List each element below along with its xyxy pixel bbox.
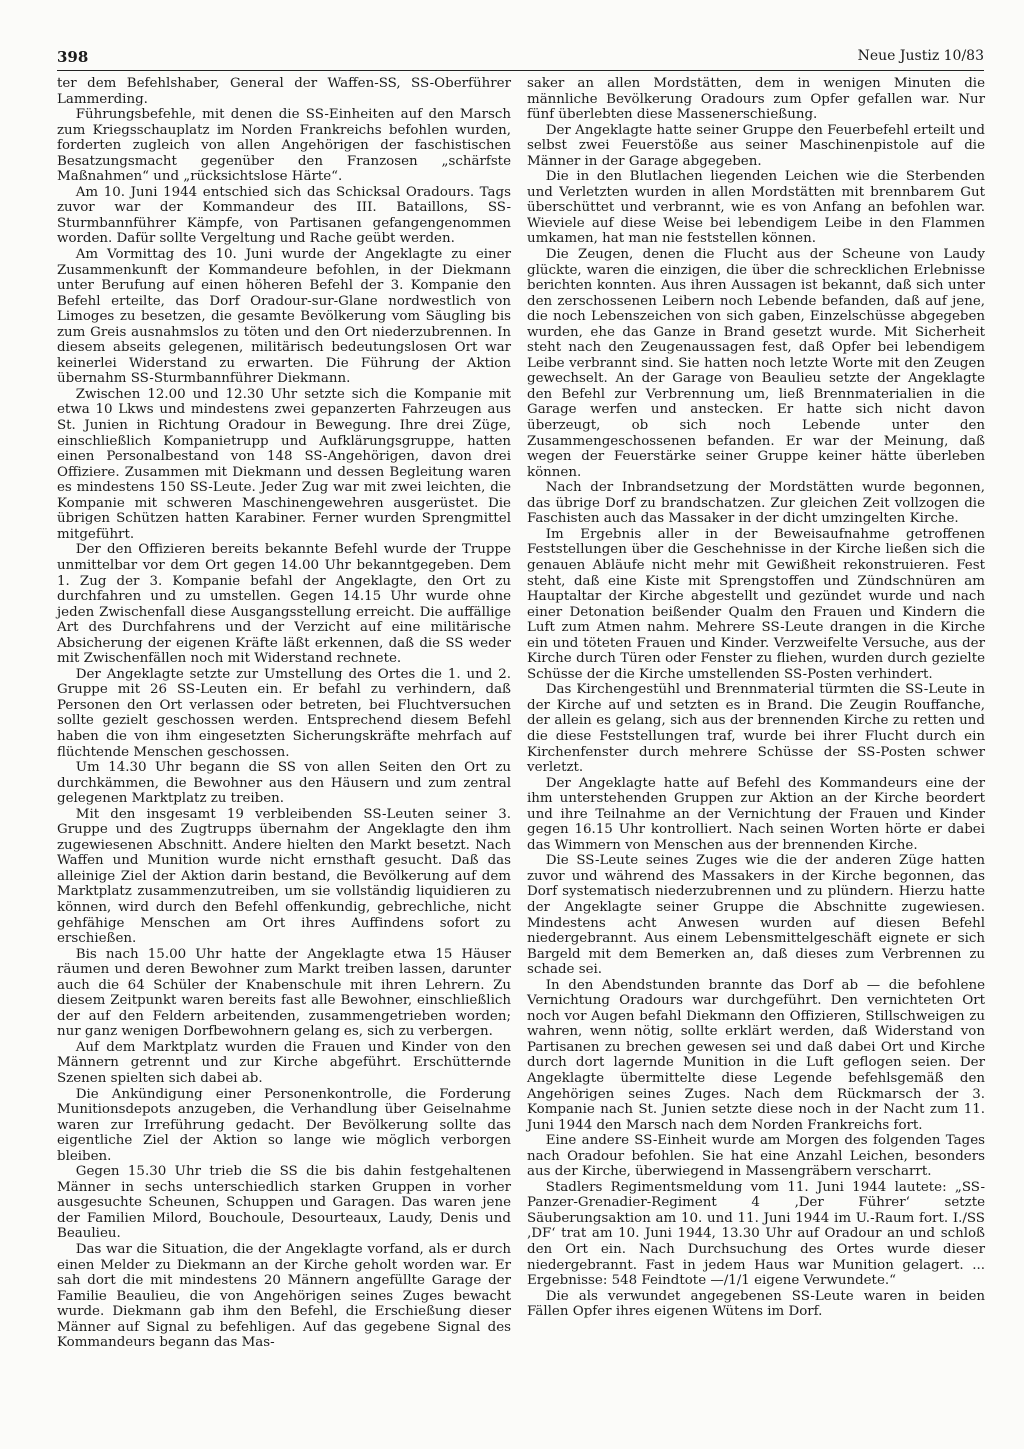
paragraph: Auf dem Marktplatz wurden die Frauen und Kinder von den Männern getrennt und zur Kirche abgeführt. Erschütternde Szenen spielten sich dabei ab. bbox=[57, 1039, 511, 1086]
paragraph: Um 14.30 Uhr begann die SS von allen Seiten den Ort zu durchkämmen, die Bewohner aus den Häusern und zum zentral gelegenen Marktplatz zu treiben. bbox=[57, 760, 511, 807]
paragraph: Die SS-Leute seines Zuges wie die der anderen Züge hatten zuvor und während des Massakers in der Kirche begonnen, das Dorf systematisch niederzubrennen und zu plündern. Hierzu hatte der Angeklagte seiner Gruppe die Abschnitte zugewiesen. Mindestens acht Anwesen wurden auf diesen Befehl niedergebrannt. Aus einem Lebensmittelgeschäft eignete er sich Bargeld mit dem Bemerken an, daß dieses zum Verbrennen zu schade sei. bbox=[527, 853, 985, 978]
paragraph: In den Abendstunden brannte das Dorf ab — die befohlene Vernichtung Oradours war durchgeführt. Den vernichteten Ort noch vor Augen befahl Diekmann den Offizieren, Stillschweigen zu wahren, wenn nötig, sollte erklärt werden, daß Widerstand von Partisanen zu brechen gewesen sei und daß dabei Ort und Kirche durch dort lagernde Munition in die Luft geflogen seien. Der Angeklagte übermittelte diese Legende befehlsgemäß den Angehörigen seines Zuges. Nach dem Rückmarsch der 3. Kompanie nach St. Junien setzte diese noch in der Nacht zum 11. Juni 1944 den Marsch nach dem Norden Frankreichs fort. bbox=[527, 977, 985, 1133]
paragraph: Nach der Inbrandsetzung der Mordstätten wurde begonnen, das übrige Dorf zu brandschatzen. Zur gleichen Zeit vollzogen die Faschisten auch das Massaker in der dicht umzingelten Kirche. bbox=[527, 480, 985, 527]
journal-reference: Neue Justiz 10/83 bbox=[857, 48, 984, 64]
paragraph: Die als verwundet angegebenen SS-Leute waren in beiden Fällen Opfer ihres eigenen Wütens im Dorf. bbox=[527, 1288, 985, 1320]
paragraph: Am 10. Juni 1944 entschied sich das Schicksal Oradours. Tags zuvor war der Kommandeur des III. Bataillons, SS-Sturmbannführer Kämpfe, von Partisanen gefangengenommen worden. Dafür sollte Vergeltung und Rache geübt werden. bbox=[57, 184, 511, 247]
paragraph: Zwischen 12.00 und 12.30 Uhr setzte sich die Kompanie mit etwa 10 Lkws und mindestens zwei gepanzerten Fahrzeugen aus St. Junien in Richtung Oradour in Bewegung. Ihre drei Züge, einschließlich Kompanietrupp und Aufklärungsgruppe, hatten einen Personalbestand von 148 SS-Angehörigen, davon drei Offiziere. Zusammen mit Diekmann und dessen Begleitung waren es mindestens 150 SS-Leute. Jeder Zug war mit zwei leichten, die Kompanie mit schweren Maschinengewehren ausgerüstet. Die übrigen Schützen hatten Karabiner. Ferner wurden Sprengmittel mitgeführt. bbox=[57, 386, 511, 542]
paragraph: Im Ergebnis aller in der Beweisaufnahme getroffenen Feststellungen über die Geschehnisse in der Kirche ließen sich die genauen Abläufe nicht mehr mit Gewißheit rekonstruieren. Fest steht, daß eine Kiste mit Sprengstoffen und Zündschnüren am Hauptaltar der Kirche abgestellt und gezündet wurde und nach einer Detonation beißender Qualm den Frauen und Kindern die Luft zum Atmen nahm. Mehrere SS-Leute drangen in die Kirche ein und töteten Frauen und Kinder. Verzweifelte Versuche, aus der Kirche durch Türen oder Fenster zu fliehen, wurden durch gezielte Schüsse der die Kirche umstellenden SS-Posten verhindert. bbox=[527, 526, 985, 682]
paragraph: Der Angeklagte setzte zur Umstellung des Ortes die 1. und 2. Gruppe mit 26 SS-Leuten ein. Er befahl zu verhindern, daß Personen den Ort verlassen oder betreten, bei Fluchtversuchen sollte gezielt geschossen werden. Entsprechend diesem Befehl haben die von ihm eingesetzten Sicherungskräfte mehrfach auf flüchtende Menschen geschossen. bbox=[57, 666, 511, 760]
paragraph: Eine andere SS-Einheit wurde am Morgen des folgenden Tages nach Oradour befohlen. Sie hat eine Anzahl Leichen, besonders aus der Kirche, überwiegend in Massengräbern verscharrt. bbox=[527, 1133, 985, 1180]
right-column bbox=[527, 76, 985, 1320]
paragraph: Der den Offizieren bereits bekannte Befehl wurde der Truppe unmittelbar vor dem Ort gegen 14.00 Uhr bekanntgegeben. Dem 1. Zug der 3. Kompanie befahl der Angeklagte, den Ort zu durchfahren und zu umstellen. Gegen 14.15 Uhr wurde ohne jeden Zwischenfall diese Ausgangsstellung erreicht. Die auffällige Art des Durchfahrens und der Verzicht auf eine militärische Absicherung der eigenen Kräfte läßt erkennen, daß die SS weder mit Zwischenfällen noch mit Widerstand rechnete. bbox=[57, 542, 511, 667]
paragraph: Die in den Blutlachen liegenden Leichen wie die Sterbenden und Verletzten wurden in allen Mordstätten mit brennbarem Gut überschüttet und verbrannt, wie es von Anfang an befohlen war. Wieviele auf diese Weise bei lebendigem Leibe in den Flammen umkamen, hat man nie feststellen können. bbox=[527, 169, 985, 247]
paragraph: Stadlers Regimentsmeldung vom 11. Juni 1944 lautete: „SS-Panzer-Grenadier-Regiment 4 ‚Der Führer‘ setzte Säuberungsaktion am 10. und 11. Juni 1944 im U.-Raum fort. I./SS ‚DF‘ trat am 10. Juni 1944, 13.30 Uhr auf Oradour an und schloß den Ort ein. Nach Durchsuchung des Ortes wurde dieser niedergebrannt. Fast in jedem Haus war Munition gelagert. ... Ergebnisse: 548 Feindtote —/1/1 eigene Verwundete.“ bbox=[527, 1179, 985, 1289]
paragraph: Der Angeklagte hatte auf Befehl des Kommandeurs eine der ihm unterstehenden Gruppen zur Aktion an der Kirche beordert und ihre Teilnahme an der Vernichtung der Frauen und Kinder gegen 16.15 Uhr kontrolliert. Nach seinen Worten hörte er dabei das Wimmern von Menschen aus der brennenden Kirche. bbox=[527, 775, 985, 853]
page-header bbox=[57, 48, 984, 71]
paragraph: saker an allen Mordstätten, dem in wenigen Minuten die männliche Bevölkerung Oradours zum Opfer gefallen war. Nur fünf überlebten diese Massenerschießung. bbox=[527, 76, 985, 123]
paragraph: Am Vormittag des 10. Juni wurde der Angeklagte zu einer Zusammenkunft der Kommandeure befohlen, in der Diekmann unter Berufung auf einen höheren Befehl der 3. Kompanie den Befehl erteilte, das Dorf Oradour-sur-Glane nordwestlich von Limoges zu besetzen, die gesamte Bevölkerung vom Säugling bis zum Greis ausnahmslos zu töten und den Ort niederzubrennen. In diesem abseits gelegenen, militärisch bedeutungslosen Ort war keinerlei Widerstand zu erwarten. Die Führung der Aktion übernahm SS-Sturmbannführer Diekmann. bbox=[57, 247, 511, 387]
paragraph: Die Zeugen, denen die Flucht aus der Scheune von Laudy glückte, waren die einzigen, die über die schrecklichen Erlebnisse berichten konnten. Aus ihren Aussagen ist bekannt, daß sich unter den zerschossenen Leibern noch Lebende befanden, daß auf jene, die noch Lebenszeichen von sich gaben, Einzelschüsse abgegeben wurden, ehe das Ganze in Brand gesetzt wurde. Mit Sicherheit steht nach den Zeugenaussagen fest, daß Opfer bei lebendigem Leibe verbrannt sind. Sie hatten noch letzte Worte mit den Zeugen gewechselt. An der Garage von Beaulieu setzte der Angeklagte den Befehl zur Verbrennung um, ließ Brennmaterialien in die Garage werfen und anstecken. Er hatte sich nicht davon überzeugt, ob sich noch Lebende unter den Zusammengeschossenen befanden. Er war der Meinung, daß wegen der Feuerstärke seiner Gruppe keiner hätte überleben können. bbox=[527, 247, 985, 480]
paragraph: Das war die Situation, die der Angeklagte vorfand, als er durch einen Melder zu Diekmann an der Kirche geholt worden war. Er sah dort die mit mindestens 20 Männern angefüllte Garage der Familie Beaulieu, die von Angehörigen seines Zuges bewacht wurde. Diekmann gab ihm den Befehl, die Erschießung dieser Männer auf Signal zu befehligen. Auf das gegebene Signal des Kommandeurs begann das Mas- bbox=[57, 1242, 511, 1351]
paragraph: Der Angeklagte hatte seiner Gruppe den Feuerbefehl erteilt und selbst zwei Feuerstöße aus seiner Maschinenpistole auf die Männer in der Garage abgegeben. bbox=[527, 122, 985, 169]
paragraph: Die Ankündigung einer Personenkontrolle, die Forderung Munitionsdepots anzugeben, die Verhandlung über Geiselnahme waren zur Irreführung gedacht. Der Bevölkerung sollte das eigentliche Ziel der Aktion so lange wie möglich verborgen bleiben. bbox=[57, 1086, 511, 1164]
paragraph: Bis nach 15.00 Uhr hatte der Angeklagte etwa 15 Häuser räumen und deren Bewohner zum Markt treiben lassen, darunter auch die 64 Schüler der Knabenschule mit ihren Lehrern. Zu diesem Zeitpunkt waren bereits fast alle Bewohner, einschließlich der auf den Feldern arbeitenden, zusammengetrieben worden; nur ganz wenigen Dorfbewohnern gelang es, sich zu verbergen. bbox=[57, 946, 511, 1040]
paragraph: ter dem Befehlshaber, General der Waffen-SS, SS-Oberführer Lammerding. bbox=[57, 76, 511, 107]
page-number: 398 bbox=[57, 48, 89, 66]
left-column bbox=[57, 76, 511, 1351]
paragraph: Führungsbefehle, mit denen die SS-Einheiten auf den Marsch zum Kriegsschauplatz im Norden Frankreichs befohlen wurden, forderten zugleich von allen Angehörigen der faschistischen Besatzungsmacht gegenüber den Franzosen „schärfste Maßnahmen“ und „rücksichtslose Härte“. bbox=[57, 107, 511, 185]
paragraph: Das Kirchengestühl und Brennmaterial türmten die SS-Leute in der Kirche auf und setzten es in Brand. Die Zeugin Rouffanche, der allein es gelang, sich aus der brennenden Kirche zu retten und die diese Feststellungen traf, wurde bei ihrer Flucht durch ein Kirchenfenster durch mehrere Schüsse der SS-Posten schwer verletzt. bbox=[527, 682, 985, 776]
paragraph: Mit den insgesamt 19 verbleibenden SS-Leuten seiner 3. Gruppe und des Zugtrupps übernahm der Angeklagte den ihm zugewiesenen Abschnitt. Andere hielten den Markt besetzt. Nach Waffen und Munition wurde nicht ernsthaft gesucht. Daß das alleinige Ziel der Aktion darin bestand, die Bevölkerung auf dem Marktplatz zusammenzutreiben, um sie vollständig liquidieren zu können, wird durch den Befehl offenkundig, gebrechliche, nicht gehfähige Menschen am Ort ihres Auffindens sofort zu erschießen. bbox=[57, 806, 511, 947]
paragraph: Gegen 15.30 Uhr trieb die SS die bis dahin festgehaltenen Männer in sechs unterschiedlich starken Gruppen in vorher ausgesuchte Scheunen, Schuppen und Garagen. Das waren jene der Familien Milord, Bouchoule, Desourteaux, Laudy, Denis und Beaulieu. bbox=[57, 1164, 511, 1242]
